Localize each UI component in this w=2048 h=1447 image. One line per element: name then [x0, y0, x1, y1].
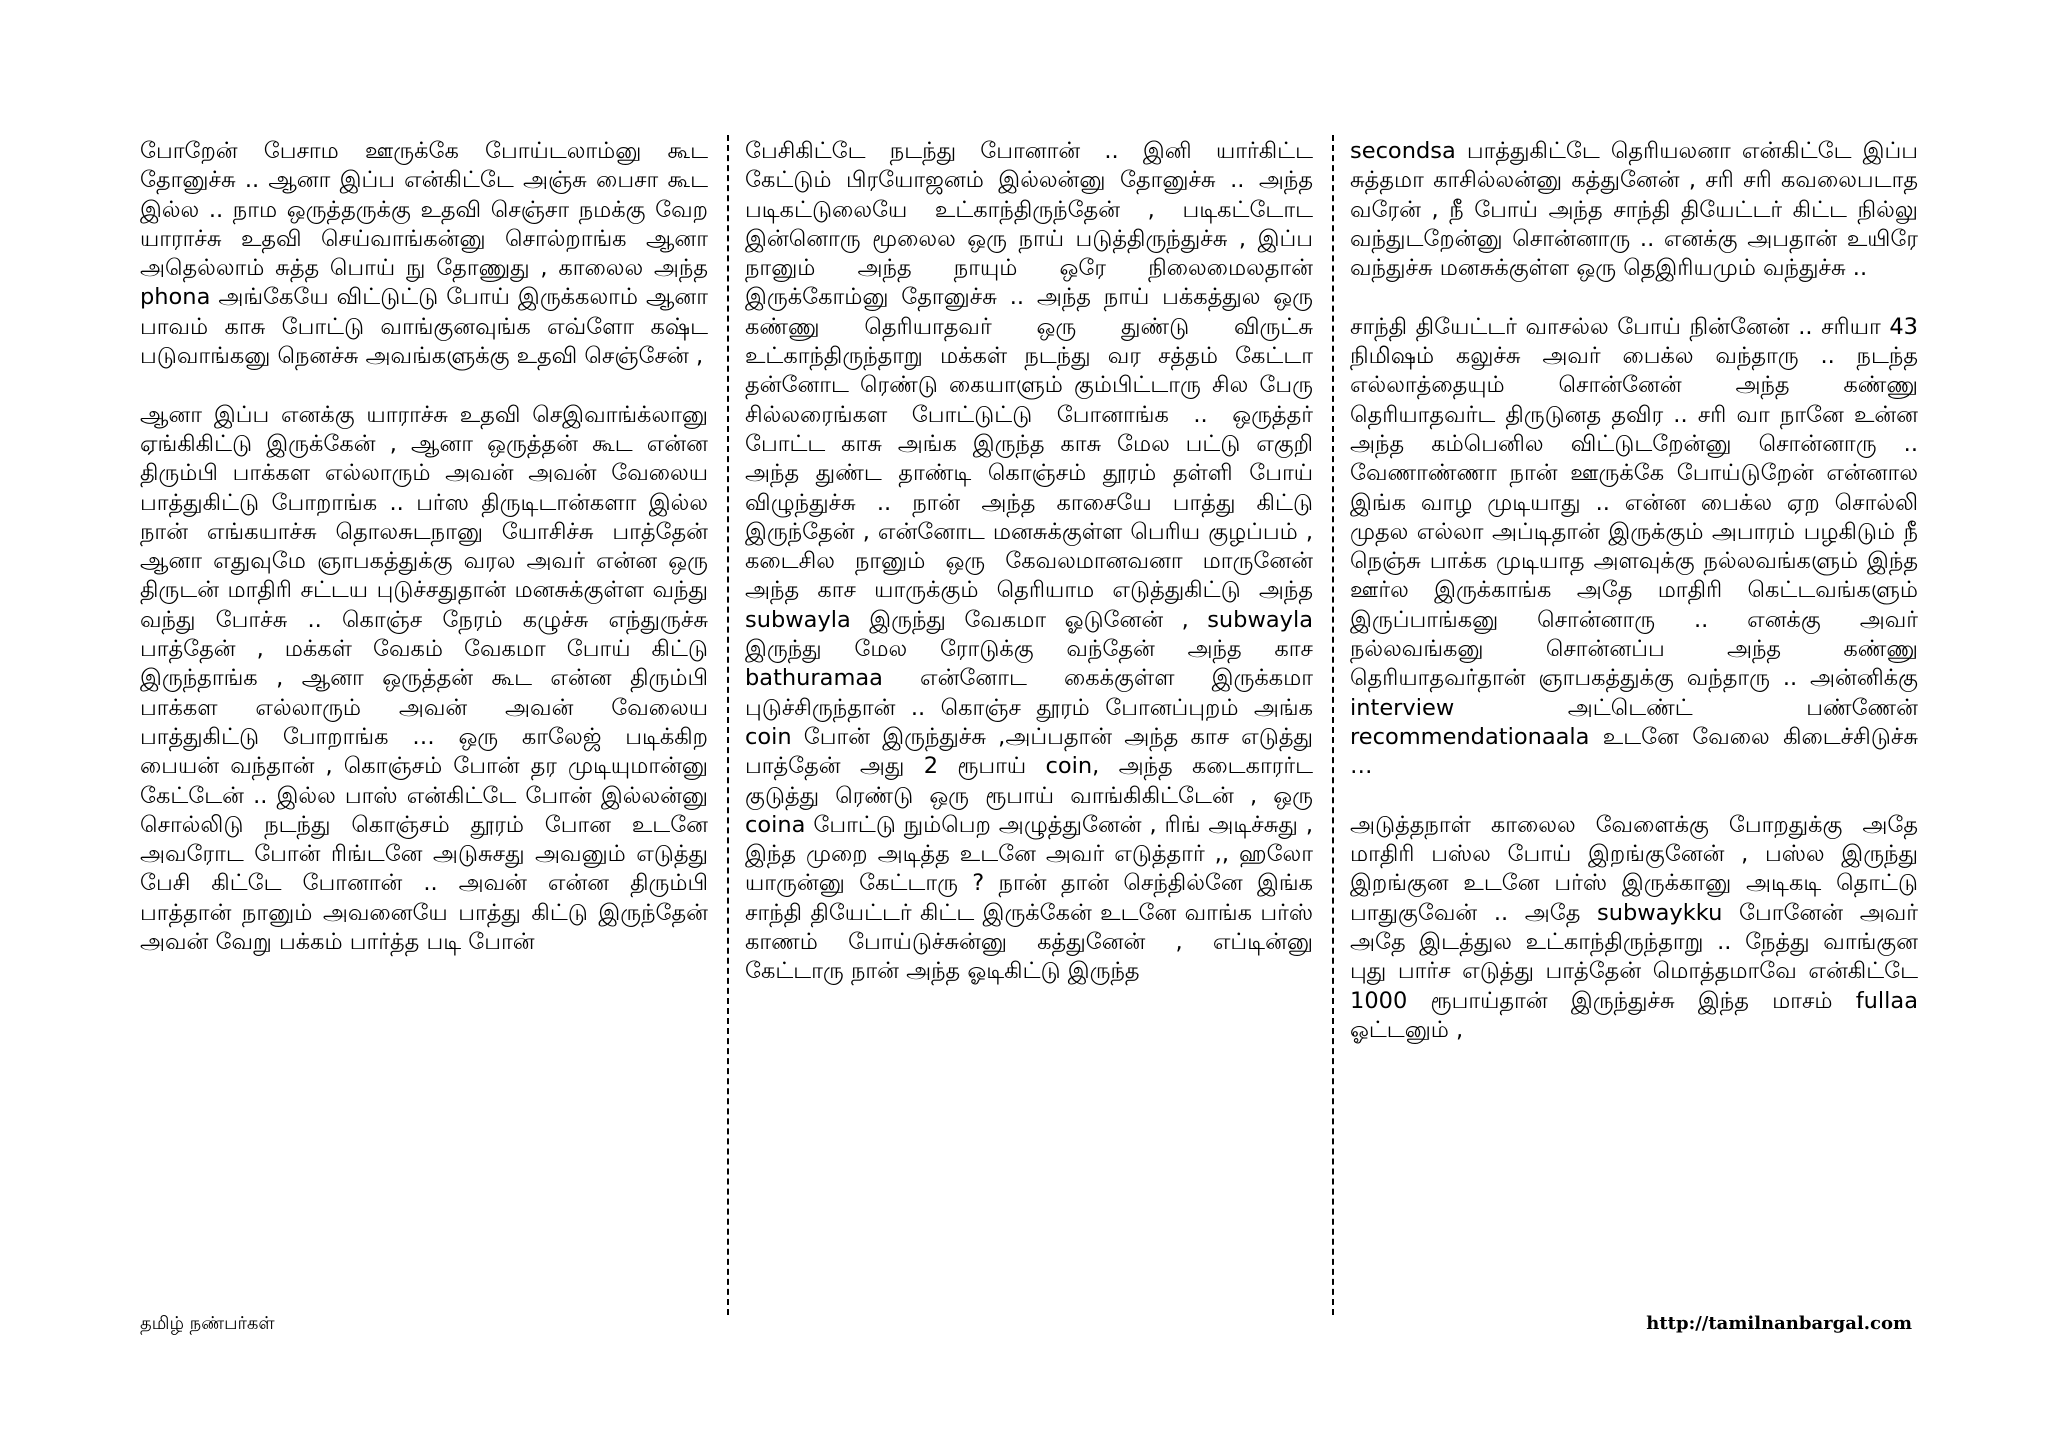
- text-column-2: [745, 137, 1313, 1016]
- paragraph: அடுத்தநாள் காலைல வேளைக்கு போறதுக்கு அதே மாதிரி பஸ்ல போய் இறங்குனேன் , பஸ்ல இருந்து இறங்குன உடனே பர்ஸ் இருக்கானு அடிகடி தொட்டு பாதுகுவேன் .. அதே subwaykku போனேன் அவர் அதே இடத்துல உட்காந்திருந்தாறு .. நேத்து வாங்குன புது பார்ச எடுத்து பாத்தேன் மொத்தமாவே என்கிட்டே 1000 ரூபாய்தான் இருந்துச்சு இந்த மாசம் fullaa ஓட்டனும் ,: [1350, 811, 1918, 1043]
- text-column-3: [1350, 137, 1918, 1075]
- column-divider: [1332, 135, 1334, 1315]
- paragraph: பேசிகிட்டே நடந்து போனான் .. இனி யார்கிட்ட கேட்டும் பிரயோஜனம் இல்லன்னு தோனுச்சு .. அந்த படிகட்டுலையே உட்காந்திருந்தேன் , படிகட்டோட இன்னொரு மூலைல ஒரு நாய் படுத்திருந்துச்சு , இப்ப நானும் அந்த நாயும் ஒரே நிலைமைலதான் இருக்கோம்னு தோனுச்சு .. அந்த நாய் பக்கத்துல ஒரு கண்ணு தெரியாதவர் ஒரு துண்டு விருட்சு உட்காந்திருந்தாறு மக்கள் நடந்து வர சத்தம் கேட்டா தன்னோட ரெண்டு கையாளும் கும்பிட்டாரு சில பேரு சில்லரைங்கள போட்டுட்டு போனாங்க .. ஒருத்தர் போட்ட காசு அங்க இருந்த காசு மேல பட்டு எகுறி அந்த துண்ட தாண்டி கொஞ்சம் தூரம் தள்ளி போய் விழுந்துச்சு .. நான் அந்த காசையே பாத்து கிட்டு இருந்தேன் , என்னோட மனசுக்குள்ள பெரிய குழப்பம் , கடைசில நானும் ஒரு கேவலமானவனா மாருனேன் அந்த காச யாருக்கும் தெரியாம எடுத்துகிட்டு அந்த subwayla இருந்து வேகமா ஓடுனேன் , subwayla இருந்து மேல ரோடுக்கு வந்தேன் அந்த காச bathuramaa என்னோட கைக்குள்ள இருக்கமா புடுச்சிருந்தான் .. கொஞ்ச தூரம் போனப்புறம் அங்க coin போன் இருந்துச்சு ,அப்பதான் அந்த காச எடுத்து பாத்தேன் அது 2 ரூபாய் coin, அந்த கடைகாரர்ட குடுத்து ரெண்டு ஒரு ரூபாய் வாங்கிகிட்டேன் , ஒரு coina போட்டு நும்பெற அழுத்துனேன் , ரிங் அடிச்சுது , இந்த முறை அடித்த உடனே அவர் எடுத்தார் ,, ஹலோ யாருன்னு கேட்டாரு ? நான் தான் செந்தில்னே இங்க சாந்தி தியேட்டர் கிட்ட இருக்கேன் உடனே வாங்க பர்ஸ் காணம் போய்டுச்சுன்னு கத்துனேன் , எப்டின்னு கேட்டாரு நான் அந்த ஓடிகிட்டு இருந்த: [745, 138, 1313, 985]
- text-column-1: [140, 137, 708, 987]
- paragraph: ஆனா இப்ப எனக்கு யாராச்சு உதவி செஇவாங்க்லானு ஏங்கிகிட்டு இருக்கேன் , ஆனா ஒருத்தன் கூட என்ன திரும்பி பாக்கள எல்லாரும் அவன் அவன் வேலைய பாத்துகிட்டு போறாங்க .. பர்ஸ திருடிடான்களா இல்ல நான் எங்கயாச்சு தொலசுடநானு யோசிச்சு பாத்தேன் ஆனா எதுவுமே ஞாபகத்துக்கு வரல அவர் என்ன ஒரு திருடன் மாதிரி சட்டய புடுச்சதுதான் மனசுக்குள்ள வந்து வந்து போச்சு .. கொஞ்ச நேரம் கழுச்சு எந்துருச்சு பாத்தேன் , மக்கள் வேகம் வேகமா போய் கிட்டு இருந்தாங்க , ஆனா ஒருத்தன் கூட என்ன திரும்பி பாக்கள எல்லாரும் அவன் அவன் வேலைய பாத்துகிட்டு போறாங்க … ஒரு காலேஜ் படிக்கிற பையன் வந்தான் , கொஞ்சம் போன் தர முடியுமான்னு கேட்டேன் .. இல்ல பாஸ் என்கிட்டே போன் இல்லன்னு சொல்லிடு நடந்து கொஞ்சம் தூரம் போன உடனே அவரோட போன் ரிங்டனே அடுசுசது அவனும் எடுத்து பேசி கிட்டே போனான் .. அவன் என்ன திரும்பி பாத்தான் நானும் அவனையே பாத்து கிட்டு இருந்தேன் அவன் வேறு பக்கம் பார்த்த படி போன்: [140, 401, 708, 956]
- paragraph: போறேன் பேசாம ஊருக்கே போய்டலாம்னு கூட தோனுச்சு .. ஆனா இப்ப என்கிட்டே அஞ்சு பைசா கூட இல்ல .. நாம ஒருத்தருக்கு உதவி செஞ்சா நமக்கு வேற யாராச்சு உதவி செய்வாங்கன்னு சொல்றாங்க ஆனா அதெல்லாம் சுத்த பொய் நு தோணுது , காலைல அந்த phona அங்கேயே விட்டுட்டு போய் இருக்கலாம் ஆனா பாவம் காசு போட்டு வாங்குனவுங்க எவ்ளோ கஷ்ட படுவாங்கனு நெனச்சு அவங்களுக்கு உதவி செஞ்சேன் ,: [140, 138, 708, 370]
- paragraph: secondsa பாத்துகிட்டே தெரியலனா என்கிட்டே இப்ப சுத்தமா காசில்லன்னு கத்துனேன் , சரி சரி கவலைபடாத வரேன் , நீ போய் அந்த சாந்தி தியேட்டர் கிட்ட நில்லு வந்துடறேன்னு சொன்னாரு .. எனக்கு அபதான் உயிரே வந்துச்சு மனசுக்குள்ள ஒரு தெஇரியமும் வந்துச்சு ..: [1350, 138, 1918, 282]
- column-divider: [727, 135, 729, 1315]
- footer-url[interactable]: http://tamilnanbargal.com: [1646, 1313, 1912, 1334]
- paragraph: சாந்தி தியேட்டர் வாசல்ல போய் நின்னேன் .. சரியா 43 நிமிஷம் கலுச்சு அவர் பைக்ல வந்தாரு .. நடந்த எல்லாத்தையும் சொன்னேன் அந்த கண்ணு தெரியாதவர்ட திருடுனத தவிர .. சரி வா நானே உன்ன அந்த கம்பெனில விட்டுடறேன்னு சொன்னாரு .. வேணாண்ணா நான் ஊருக்கே போய்டுறேன் என்னால இங்க வாழ முடியாது .. என்ன பைக்ல ஏற சொல்லி முதல எல்லா அப்டிதான் இருக்கும் அபாரம் பழகிடும் நீ நெஞ்சு பாக்க முடியாத அளவுக்கு நல்லவங்களும் இந்த ஊர்ல இருக்காங்க அதே மாதிரி கெட்டவங்களும் இருப்பாங்கனு சொன்னாரு .. எனக்கு அவர் நல்லவங்கனு சொன்னப்ப அந்த கண்ணு தெரியாதவர்தான் ஞாபகத்துக்கு வந்தாரு .. அன்னிக்கு interview அட்டெண்ட் பண்ணேன் recommendationaala உடனே வேலை கிடைச்சிடுச்சு …: [1350, 313, 1918, 780]
- footer-site-name: தமிழ் நண்பர்கள்: [140, 1313, 275, 1334]
